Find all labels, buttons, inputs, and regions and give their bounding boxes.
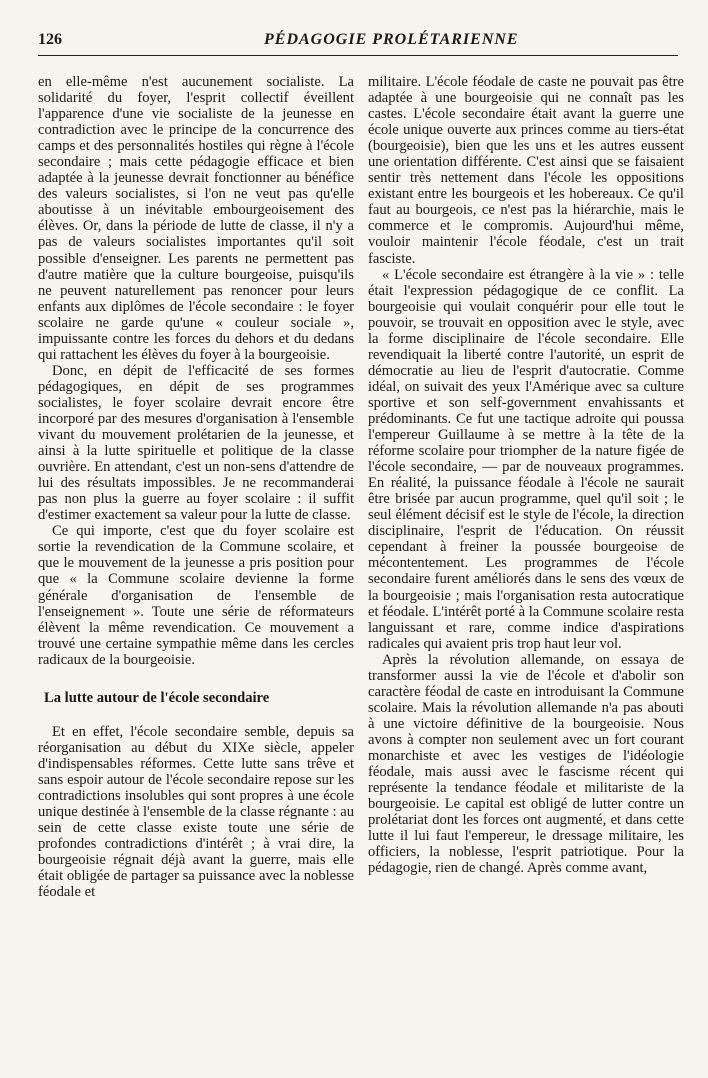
left-column [38, 74, 354, 900]
paragraph: Après la révolution allemande, on essaya de transformer aussi la vie de l'école et d'abolir son caractère féodal de caste en introduisant la Commune scolaire. Mais la révolution allemande n'a pas abouti à une victoire définitive de la bourgeoisie. Nous avons à compter non seulement avec un fort courant monarchiste et avec les vestiges de l'idéologie féodale, mais aussi avec le fascisme récent qui représente la tendance féodale et militariste de la bourgeoisie. Le capital est obligé de lutter contre un prolétariat dont les forces ont augmenté, et dans cette lutte il lui faut l'empereur, le dressage militaire, les officiers, la noblesse, l'esprit patriotique. Pour la pédagogie, rien de changé. Après comme avant, [368, 651, 684, 877]
page-number: 126 [38, 31, 62, 48]
paragraph: en elle-même n'est aucunement socialiste. La solidarité du foyer, l'esprit collectif éveillent l'apparence d'une vie socialiste de la jeunesse en contradiction avec le principe de la concurrence des camps et des personnalités hostiles qui règne à l'école secondaire ; mais cette pédagogie efficace et bien adaptée à la jeunesse devrait fonctionner au bénéfice des valeurs socialistes, si l'on ne veut pas qu'elle aboutisse à un inévitable embourgeoisement des élèves. Or, dans la période de lutte de classe, il n'y a pas de valeurs socialistes importantes qu'il soit possible d'enseigner. Les parents ne permettent pas d'autre matière que la culture bourgeoise, puisqu'ils ne peuvent naturellement pas renoncer pour leurs enfants aux diplômes de l'école secondaire : le foyer scolaire ne garde qu'une « couleur sociale », impuissante contre les forces du dehors et du dedans qui rattachent les élèves du foyer à la bourgeoisie. [38, 74, 354, 363]
section-heading: La lutte autour de l'école secondaire [44, 689, 270, 706]
paragraph: Donc, en dépit de l'efficacité de ses formes pédagogiques, en dépit de ses programmes socialistes, le foyer scolaire devrait encore être incorporé par des mesures d'organisation à l'ensemble vivant du mouvement prolétarien de la jeunesse, et ainsi à la lutte spirituelle et politique de la classe ouvrière. En attendant, c'est un non-sens d'attendre de lui des résultats impossibles. Je ne recommanderai pas non plus la guerre au foyer scolaire : il suffit d'estimer exactement sa valeur pour la lutte de classe. [38, 362, 354, 524]
running-title: PÉDAGOGIE PROLÉTARIENNE [264, 31, 519, 48]
right-column [368, 74, 684, 876]
header-rule [38, 55, 678, 56]
paragraph: Ce qui importe, c'est que du foyer scolaire est sortie la revendication de la Commune scolaire, et que le mouvement de la jeunesse a pris position pour que « la Commune scolaire devienne la forme générale d'organisation de l'ensemble de l'enseignement ». Toute une série de réformateurs élèvent la même revendication. Ce mouvement a trouvé une certaine sympathie même dans les cercles radicaux de la bourgeoisie. [38, 523, 354, 668]
paragraph: militaire. L'école féodale de caste ne pouvait pas être adaptée à une bourgeoisie qui ne connaît pas les castes. L'école secondaire était avant la guerre une école unique ouverte aux princes comme au tiers-état (bourgeoisie), bien que les uns et les autres eussent une orientation différente. C'est ainsi que se faisaient sentir très nettement dans l'école les oppositions existant entre les bourgeois et les hobereaux. Ce qu'il faut au bourgeois, ce n'est pas la hiérarchie, mais le commerce et le compromis. Aujourd'hui même, vouloir maintenir l'école féodale, c'est un trait fasciste. [368, 74, 684, 267]
paragraph: « L'école secondaire est étrangère à la vie » : telle était l'expression pédagogique de ce conflit. La bourgeoisie qui voulait conquérir pour elle tout le pouvoir, se trouvait en opposition avec le style, avec la forme disciplinaire de l'école secondaire. Elle revendiquait la liberté contre l'autorité, un esprit de démocratie au lieu de l'esprit d'autocratie. Comme idéal, on suivait des yeux l'Amérique avec sa culture sportive et son self-government envahissants et prédominants. Ce fut une tactique adroite qui poussa l'empereur Guillaume à se mettre à la tête de la réforme scolaire pour triompher de la nature figée de l'école secondaire, — par de nouveaux programmes. En réalité, la puissance féodale à l'école ne saurait être brisée par aucun programme, quel qu'il soit ; le seul élément décisif est le style de l'école, la direction disciplinaire, l'esprit de l'éducation. On réussit cependant à freiner la poussée bourgeoise de mécontentement. Les programmes de l'école secondaire furent améliorés dans le sens des vœux de la bourgeoisie ; mais l'organisation resta autocratique et féodale. L'intérêt porté à la Commune scolaire resta languissant et rare, comme indice d'aspirations radicales qui avaient pris trop haut leur vol. [368, 266, 684, 652]
paragraph: Et en effet, l'école secondaire semble, depuis sa réorganisation au début du XIXe siècle, appeler d'indispensables réformes. Cette lutte sans trêve et sans espoir autour de l'école secondaire repose sur les contradictions insolubles qui sont propres à une école unique destinée à l'ensemble de la classe régnante : au sein de cette classe existe toute une série de profondes contradictions d'intérêt ; à vrai dire, la bourgeoisie régnait déjà avant la guerre, mais elle était obligée de partager sa puissance avec la noblesse féodale et [38, 723, 354, 901]
page-header [38, 31, 678, 53]
